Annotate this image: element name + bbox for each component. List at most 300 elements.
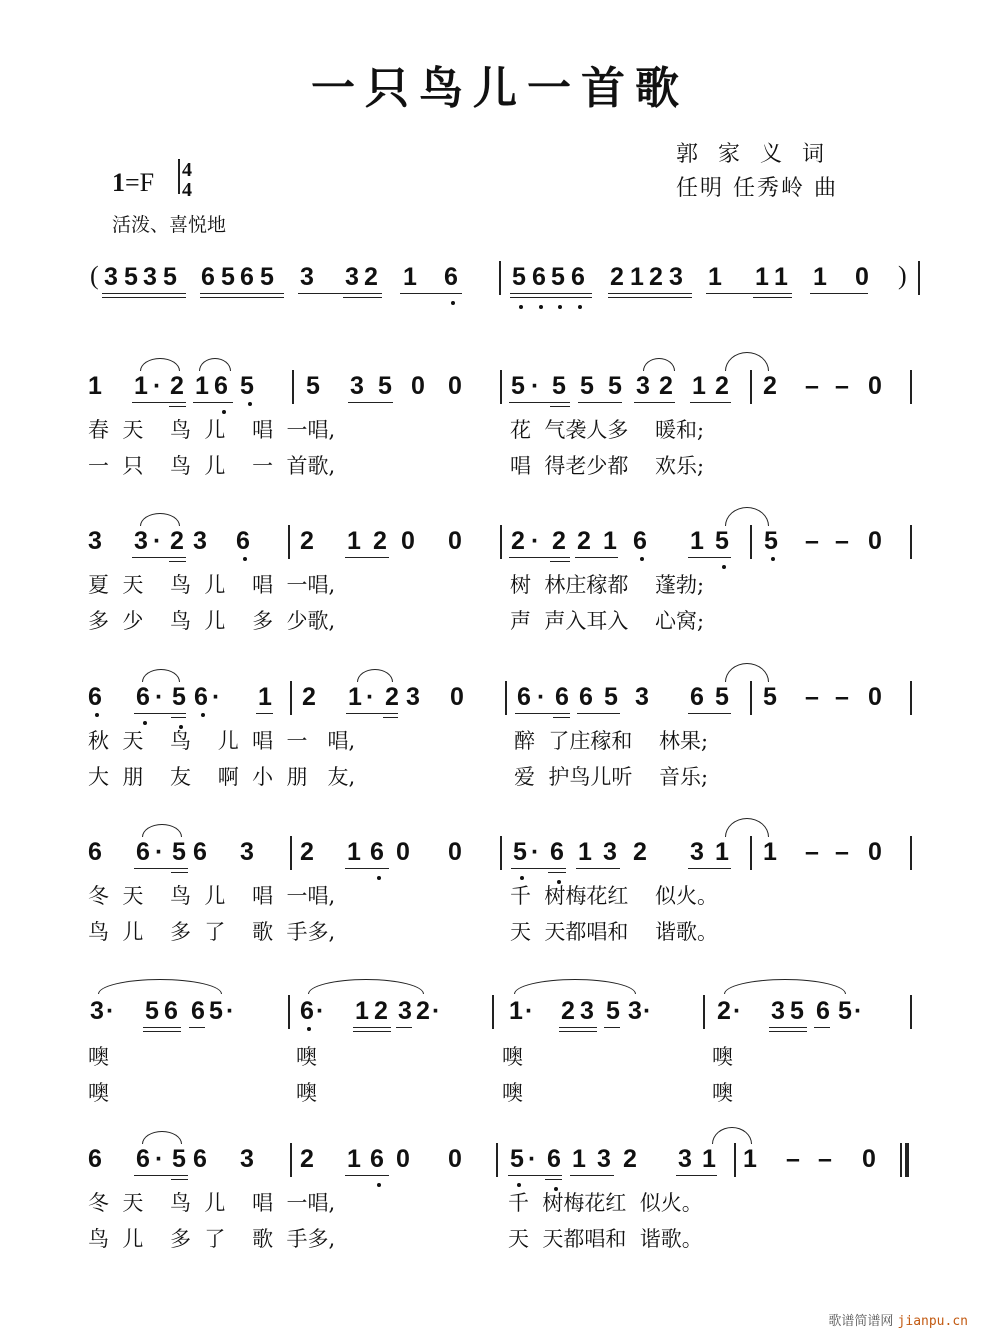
note: 6 — [201, 263, 215, 291]
beam-underline — [515, 713, 570, 714]
lyric-text: 春 天 鸟 儿 唱 一唱, — [88, 418, 336, 442]
beam-underline — [575, 557, 618, 558]
key-note: F — [139, 168, 155, 197]
note: 0 — [411, 372, 425, 400]
beam-underline — [345, 1175, 389, 1176]
beam-underline — [509, 557, 570, 558]
key-tonic: 1 — [112, 168, 125, 197]
note: 6 — [579, 683, 593, 711]
lyric-text: 噢 — [712, 1081, 733, 1105]
note: 6 — [550, 838, 564, 866]
note: 6 — [240, 263, 254, 291]
barline — [290, 681, 292, 715]
dotted-rhythm: · — [153, 372, 162, 400]
lyric-text: 冬 天 鸟 儿 唱 一唱, — [88, 884, 336, 908]
beam-underline — [548, 872, 566, 873]
barline — [910, 836, 912, 870]
note: 2 — [300, 838, 314, 866]
note: 2 — [717, 997, 731, 1025]
note: 1 — [743, 1145, 757, 1173]
barline — [910, 525, 912, 559]
lyric-text: 花 气袭人多 暖和; — [510, 418, 705, 442]
note: 2 — [633, 838, 647, 866]
note: 3 — [597, 1145, 611, 1173]
lyric-text: 千 树梅花红 似火。 — [508, 1191, 703, 1215]
beam-underline — [510, 293, 592, 294]
note: 6 — [214, 372, 228, 400]
beam-underline — [171, 717, 186, 718]
note: 5 — [580, 372, 594, 400]
beam-underline — [143, 1031, 181, 1032]
note: 6 — [88, 683, 102, 711]
note: 6 — [816, 997, 830, 1025]
octave-dot — [640, 557, 644, 561]
beam-underline — [769, 1031, 807, 1032]
extension-dash: – — [835, 527, 849, 555]
beam-underline — [688, 713, 731, 714]
note: 5 — [608, 372, 622, 400]
lyric-text: 唱 得老少都 欢乐; — [510, 454, 705, 478]
beam-underline — [200, 297, 284, 298]
beam-underline — [690, 402, 731, 403]
dotted-rhythm: · — [528, 1145, 537, 1173]
lyric-text: 噢 — [502, 1081, 523, 1105]
note: 2 — [300, 527, 314, 555]
note: 2 — [610, 263, 624, 291]
note: 1 — [258, 683, 272, 711]
lyric-text: 噢 — [502, 1045, 523, 1069]
barline — [499, 261, 501, 295]
note: 6 — [191, 997, 205, 1025]
lyric-text: 一 只 鸟 儿 一 首歌, — [88, 454, 336, 478]
lyric-text: 醉 了庄稼和 林果; — [514, 729, 709, 753]
slur-arc — [725, 818, 769, 837]
repeat-paren: ( — [90, 261, 99, 290]
barline — [910, 681, 912, 715]
lyric-text: 噢 — [88, 1081, 109, 1105]
dotted-rhythm: · — [432, 997, 441, 1025]
note: 3 — [90, 997, 104, 1025]
slur-arc — [724, 979, 846, 994]
final-barline — [900, 1143, 909, 1177]
lyric-text: 天 天都唱和 谐歌。 — [510, 920, 719, 944]
note: 3 — [240, 1145, 254, 1173]
octave-dot — [95, 713, 99, 717]
beam-underline — [559, 1031, 597, 1032]
barline — [292, 370, 294, 404]
beam-underline — [132, 557, 186, 558]
note: 6 — [164, 997, 178, 1025]
key-equals: = — [125, 168, 140, 197]
time-sig-bottom: 4 — [182, 179, 192, 201]
note: 1 — [690, 527, 704, 555]
note: 5 — [551, 263, 565, 291]
note: 2 — [659, 372, 673, 400]
note: 5 — [124, 263, 138, 291]
note: 5 — [221, 263, 235, 291]
note: 1 — [715, 838, 729, 866]
note: 6 — [136, 1145, 150, 1173]
note: 5 — [512, 263, 526, 291]
note: 2 — [561, 997, 575, 1025]
beam-underline — [769, 1027, 807, 1028]
time-signature — [178, 160, 196, 200]
note: 6 — [136, 838, 150, 866]
barline — [290, 1143, 292, 1177]
note: 1 — [708, 263, 722, 291]
slur-arc — [140, 358, 180, 371]
beam-underline — [169, 561, 186, 562]
note: 0 — [401, 527, 415, 555]
note: 0 — [448, 527, 462, 555]
beam-underline — [676, 1175, 717, 1176]
note: 3 — [345, 263, 359, 291]
beam-underline — [353, 1031, 391, 1032]
note: 5 — [604, 683, 618, 711]
note: 5 — [513, 838, 527, 866]
dotted-rhythm: · — [155, 1145, 164, 1173]
dotted-rhythm: · — [531, 527, 540, 555]
beam-underline — [576, 868, 620, 869]
note: 6 — [193, 838, 207, 866]
slur-arc — [308, 979, 424, 994]
note: 0 — [450, 683, 464, 711]
extension-dash: – — [805, 372, 819, 400]
dotted-rhythm: · — [316, 997, 325, 1025]
slur-arc — [357, 669, 393, 682]
octave-dot — [201, 713, 205, 717]
note: 2 — [170, 372, 184, 400]
beam-underline — [132, 402, 186, 403]
barline — [505, 681, 507, 715]
note: 5 — [510, 1145, 524, 1173]
note: 0 — [868, 372, 882, 400]
lyric-text: 鸟 儿 多 了 歌 手多, — [88, 920, 336, 944]
octave-dot — [519, 305, 523, 309]
barline — [750, 525, 752, 559]
note: 1 — [348, 683, 362, 711]
slur-arc — [199, 358, 231, 371]
note: 1 — [763, 838, 777, 866]
extension-dash: – — [805, 683, 819, 711]
beam-underline — [550, 406, 570, 407]
note: 3 — [240, 838, 254, 866]
beam-underline — [348, 402, 393, 403]
beam-underline — [511, 868, 566, 869]
note: 0 — [868, 527, 882, 555]
note: 6 — [370, 838, 384, 866]
note: 1 — [774, 263, 788, 291]
note: 5 — [172, 1145, 186, 1173]
extension-dash: – — [818, 1145, 832, 1173]
credits — [676, 138, 838, 206]
lyric-text: 噢 — [88, 1045, 109, 1069]
tempo-marking: 活泼、喜悦地 — [112, 214, 227, 236]
note: 3 — [771, 997, 785, 1025]
beam-underline — [577, 713, 620, 714]
note: 3 — [104, 263, 118, 291]
note: 2 — [302, 683, 316, 711]
note: 5 — [172, 838, 186, 866]
beam-underline — [559, 1027, 597, 1028]
lyric-text: 天 天都唱和 谐歌。 — [508, 1227, 703, 1251]
note: 3 — [398, 997, 412, 1025]
note: 1 — [88, 372, 102, 400]
beam-underline — [810, 293, 868, 294]
beam-underline — [200, 293, 284, 294]
beam-underline — [510, 297, 592, 298]
beam-underline — [102, 297, 186, 298]
note: 3 — [635, 683, 649, 711]
note: 1 — [692, 372, 706, 400]
lyric-text: 噢 — [712, 1045, 733, 1069]
extension-dash: – — [805, 527, 819, 555]
lyric-text: 树 林庄稼都 蓬勃; — [510, 573, 705, 597]
beam-underline — [400, 293, 462, 294]
extension-dash: – — [805, 838, 819, 866]
note: 5 — [260, 263, 274, 291]
beam-underline — [298, 293, 382, 294]
beam-underline — [688, 868, 731, 869]
note: 5 — [715, 683, 729, 711]
octave-dot — [248, 402, 252, 406]
beam-underline — [604, 1027, 620, 1028]
octave-dot — [243, 557, 247, 561]
note: 0 — [396, 1145, 410, 1173]
song-title: 一只鸟儿一首歌 — [311, 63, 689, 114]
note: 5 — [145, 997, 159, 1025]
beam-underline — [814, 1027, 830, 1028]
note: 6 — [555, 683, 569, 711]
extension-dash: – — [835, 372, 849, 400]
lyric-text: 夏 天 鸟 儿 唱 一唱, — [88, 573, 336, 597]
beam-underline — [608, 293, 692, 294]
barline — [500, 525, 502, 559]
beam-underline — [171, 1179, 188, 1180]
slur-arc — [142, 1131, 182, 1144]
note: 0 — [448, 372, 462, 400]
note: 1 — [813, 263, 827, 291]
beam-underline — [134, 1175, 188, 1176]
note: 1 — [134, 372, 148, 400]
note: 1 — [603, 527, 617, 555]
beam-underline — [134, 868, 188, 869]
note: 5 — [763, 683, 777, 711]
slur-arc — [142, 669, 180, 682]
dotted-rhythm: · — [212, 683, 221, 711]
note: 5 — [606, 997, 620, 1025]
note: 3 — [690, 838, 704, 866]
note: 5 — [240, 372, 254, 400]
note: 6 — [444, 263, 458, 291]
note: 5 — [715, 527, 729, 555]
lyric-text: 多 少 鸟 儿 多 少歌, — [88, 609, 336, 633]
note: 6 — [193, 1145, 207, 1173]
note: 3 — [636, 372, 650, 400]
beam-underline — [706, 293, 792, 294]
repeat-paren: ) — [898, 261, 907, 290]
beam-underline — [550, 561, 570, 562]
note: 2 — [385, 683, 399, 711]
extension-dash: – — [786, 1145, 800, 1173]
note: 3 — [88, 527, 102, 555]
note: 1 — [509, 997, 523, 1025]
beam-underline — [346, 713, 398, 714]
note: 5 — [209, 997, 223, 1025]
note: 1 — [347, 1145, 361, 1173]
beam-underline — [345, 557, 389, 558]
octave-dot — [377, 876, 381, 880]
beam-underline — [570, 1175, 614, 1176]
note: 5 — [838, 997, 852, 1025]
note: 2 — [416, 997, 430, 1025]
note: 3 — [580, 997, 594, 1025]
slur-arc — [140, 513, 180, 526]
watermark-cn: 歌谱简谱网 — [828, 1314, 894, 1329]
dotted-rhythm: · — [106, 997, 115, 1025]
time-sig-top: 4 — [182, 159, 192, 181]
dotted-rhythm: · — [854, 997, 863, 1025]
dotted-rhythm: · — [366, 683, 375, 711]
note: 1 — [755, 263, 769, 291]
note: 1 — [403, 263, 417, 291]
barline — [492, 995, 494, 1029]
note: 3 — [300, 263, 314, 291]
barline — [910, 370, 912, 404]
dotted-rhythm: · — [537, 683, 546, 711]
composer-credit: 任明 任秀岭 曲 — [676, 176, 838, 201]
note: 3 — [143, 263, 157, 291]
beam-underline — [169, 406, 186, 407]
dotted-rhythm: · — [531, 838, 540, 866]
barline — [750, 836, 752, 870]
note: 6 — [633, 527, 647, 555]
octave-dot — [539, 305, 543, 309]
lyric-text: 秋 天 鸟 儿 唱 一 唱, — [88, 729, 356, 753]
note: 6 — [690, 683, 704, 711]
extension-dash: – — [835, 683, 849, 711]
note: 1 — [702, 1145, 716, 1173]
dotted-rhythm: · — [525, 997, 534, 1025]
beam-underline — [753, 297, 792, 298]
octave-dot — [771, 557, 775, 561]
lyric-text: 大 朋 友 啊 小 朋 友, — [88, 765, 356, 789]
note: 3 — [134, 527, 148, 555]
octave-dot — [558, 305, 562, 309]
note: 5 — [790, 997, 804, 1025]
note: 6 — [547, 1145, 561, 1173]
slur-arc — [643, 358, 675, 371]
barline — [918, 261, 920, 295]
beam-underline — [102, 293, 186, 294]
beam-underline — [343, 297, 382, 298]
note: 3 — [669, 263, 683, 291]
barline — [500, 836, 502, 870]
barline — [703, 995, 705, 1029]
barline — [750, 681, 752, 715]
dotted-rhythm: · — [643, 997, 652, 1025]
note: 5 — [378, 372, 392, 400]
barline — [288, 525, 290, 559]
note: 2 — [715, 372, 729, 400]
lyric-text: 千 树梅花红 似火。 — [510, 884, 719, 908]
note: 2 — [577, 527, 591, 555]
note: 0 — [448, 838, 462, 866]
lyric-text: 冬 天 鸟 儿 唱 一唱, — [88, 1191, 336, 1215]
note: 1 — [355, 997, 369, 1025]
barline — [734, 1143, 736, 1177]
slur-arc — [142, 824, 182, 837]
note: 2 — [364, 263, 378, 291]
beam-underline — [396, 1027, 412, 1028]
barline — [290, 836, 292, 870]
note: 3 — [350, 372, 364, 400]
note: 2 — [649, 263, 663, 291]
watermark-en: jianpu.cn — [897, 1314, 968, 1329]
beam-underline — [553, 717, 570, 718]
beam-underline — [171, 872, 188, 873]
note: 0 — [448, 1145, 462, 1173]
lyric-text: 噢 — [296, 1045, 317, 1069]
note: 6 — [88, 838, 102, 866]
barline — [288, 995, 290, 1029]
slur-arc — [725, 352, 769, 371]
note: 2 — [552, 527, 566, 555]
time-sig-divider — [178, 159, 180, 194]
note: 1 — [578, 838, 592, 866]
note: 6 — [88, 1145, 102, 1173]
note: 6 — [517, 683, 531, 711]
note: 6 — [571, 263, 585, 291]
octave-dot — [578, 305, 582, 309]
beam-underline — [508, 1175, 562, 1176]
dotted-rhythm: · — [531, 372, 540, 400]
note: 5 — [511, 372, 525, 400]
beam-underline — [345, 868, 389, 869]
slur-arc — [98, 979, 222, 994]
note: 3 — [406, 683, 420, 711]
note: 0 — [862, 1145, 876, 1173]
slur-arc — [725, 507, 769, 526]
note: 2 — [374, 997, 388, 1025]
note: 1 — [572, 1145, 586, 1173]
note: 6 — [236, 527, 250, 555]
note: 1 — [347, 838, 361, 866]
beam-underline — [143, 1027, 181, 1028]
note: 2 — [373, 527, 387, 555]
beam-underline — [256, 713, 273, 714]
barline — [750, 370, 752, 404]
note: 2 — [300, 1145, 314, 1173]
lyric-text: 噢 — [296, 1081, 317, 1105]
note: 6 — [136, 683, 150, 711]
dotted-rhythm: · — [155, 683, 164, 711]
note: 3 — [193, 527, 207, 555]
beam-underline — [193, 402, 233, 403]
note: 5 — [764, 527, 778, 555]
note: 6 — [532, 263, 546, 291]
octave-dot — [722, 565, 726, 569]
note: 1 — [347, 527, 361, 555]
beam-underline — [509, 402, 570, 403]
note: 6 — [370, 1145, 384, 1173]
note: 0 — [868, 683, 882, 711]
note: 6 — [300, 997, 314, 1025]
barline — [496, 1143, 498, 1177]
note: 3 — [603, 838, 617, 866]
note: 1 — [630, 263, 644, 291]
dotted-rhythm: · — [155, 838, 164, 866]
